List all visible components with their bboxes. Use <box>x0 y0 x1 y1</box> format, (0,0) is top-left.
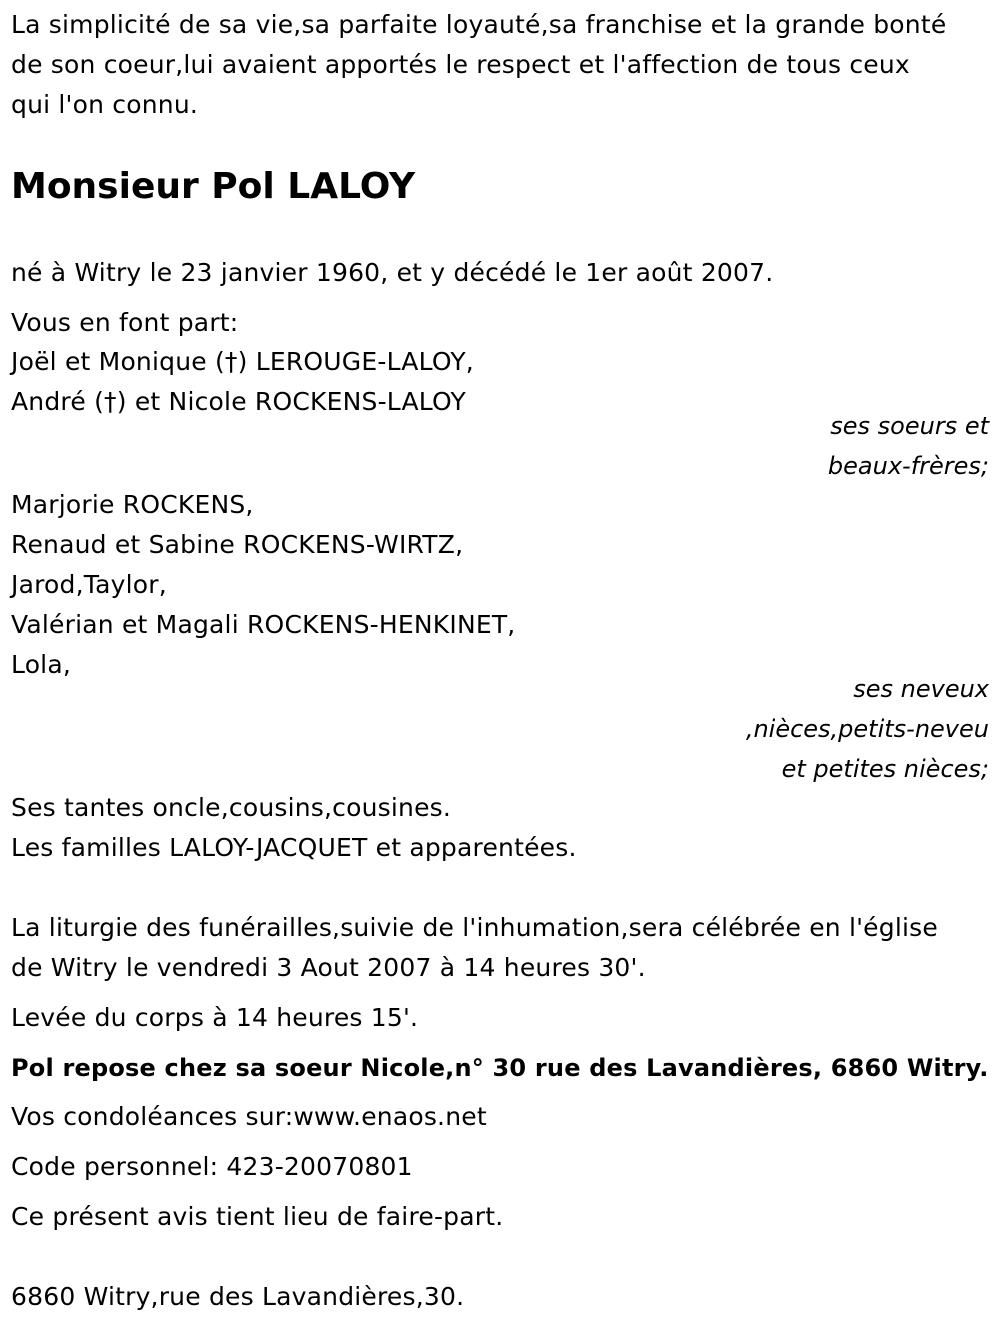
birth-death-line: né à Witry le 23 janvier 1960, et y décédé le 1er août 2007. <box>11 258 774 287</box>
deceased-name: Monsieur Pol LALOY <box>11 166 416 207</box>
siblings-relation: ses soeurs et <box>830 412 989 440</box>
address-line: 6860 Witry,rue des Lavandières,30. <box>11 1282 465 1311</box>
nephews-relation: et petites nièces; <box>781 755 989 783</box>
siblings-relation: beaux-frères; <box>827 452 989 480</box>
nephew-line: Jarod,Taylor, <box>11 570 167 599</box>
personal-code-line: Code personnel: 423-20070801 <box>11 1152 413 1181</box>
notice-line: Ce présent avis tient lieu de faire-part. <box>11 1202 504 1231</box>
intro-line-2: de son coeur,lui avaient apportés le respect et l'affection de tous ceux <box>11 50 910 79</box>
intro-line-1: La simplicité de sa vie,sa parfaite loyauté,sa franchise et la grande bonté <box>11 10 947 39</box>
sibling-line: André (†) et Nicole ROCKENS-LALOY <box>11 387 467 416</box>
rest-location-line: Pol repose chez sa soeur Nicole,n° 30 rue des Lavandières, 6860 Witry. <box>11 1054 989 1082</box>
nephews-relation: ,nièces,petits-neveu <box>745 715 989 743</box>
funeral-line-1: La liturgie des funérailles,suivie de l'inhumation,sera célébrée en l'église <box>11 913 938 942</box>
condolences-line: Vos condoléances sur:www.enaos.net <box>11 1102 487 1131</box>
announcers-intro: Vous en font part: <box>11 308 239 337</box>
nephew-line: Marjorie ROCKENS, <box>11 490 254 519</box>
intro-line-3: qui l'on connu. <box>11 90 199 119</box>
sibling-line: Joël et Monique (†) LEROUGE-LALOY, <box>11 347 474 376</box>
nephew-line: Lola, <box>11 650 71 679</box>
nephews-relation: ses neveux <box>853 675 989 703</box>
funeral-line-2: de Witry le vendredi 3 Aout 2007 à 14 heures 30'. <box>11 953 646 982</box>
nephew-line: Renaud et Sabine ROCKENS-WIRTZ, <box>11 530 464 559</box>
others-line: Ses tantes oncle,cousins,cousines. <box>11 793 452 822</box>
others-line: Les familles LALOY-JACQUET et apparentées. <box>11 833 577 862</box>
nephew-line: Valérian et Magali ROCKENS-HENKINET, <box>11 610 516 639</box>
levee-line: Levée du corps à 14 heures 15'. <box>11 1003 419 1032</box>
